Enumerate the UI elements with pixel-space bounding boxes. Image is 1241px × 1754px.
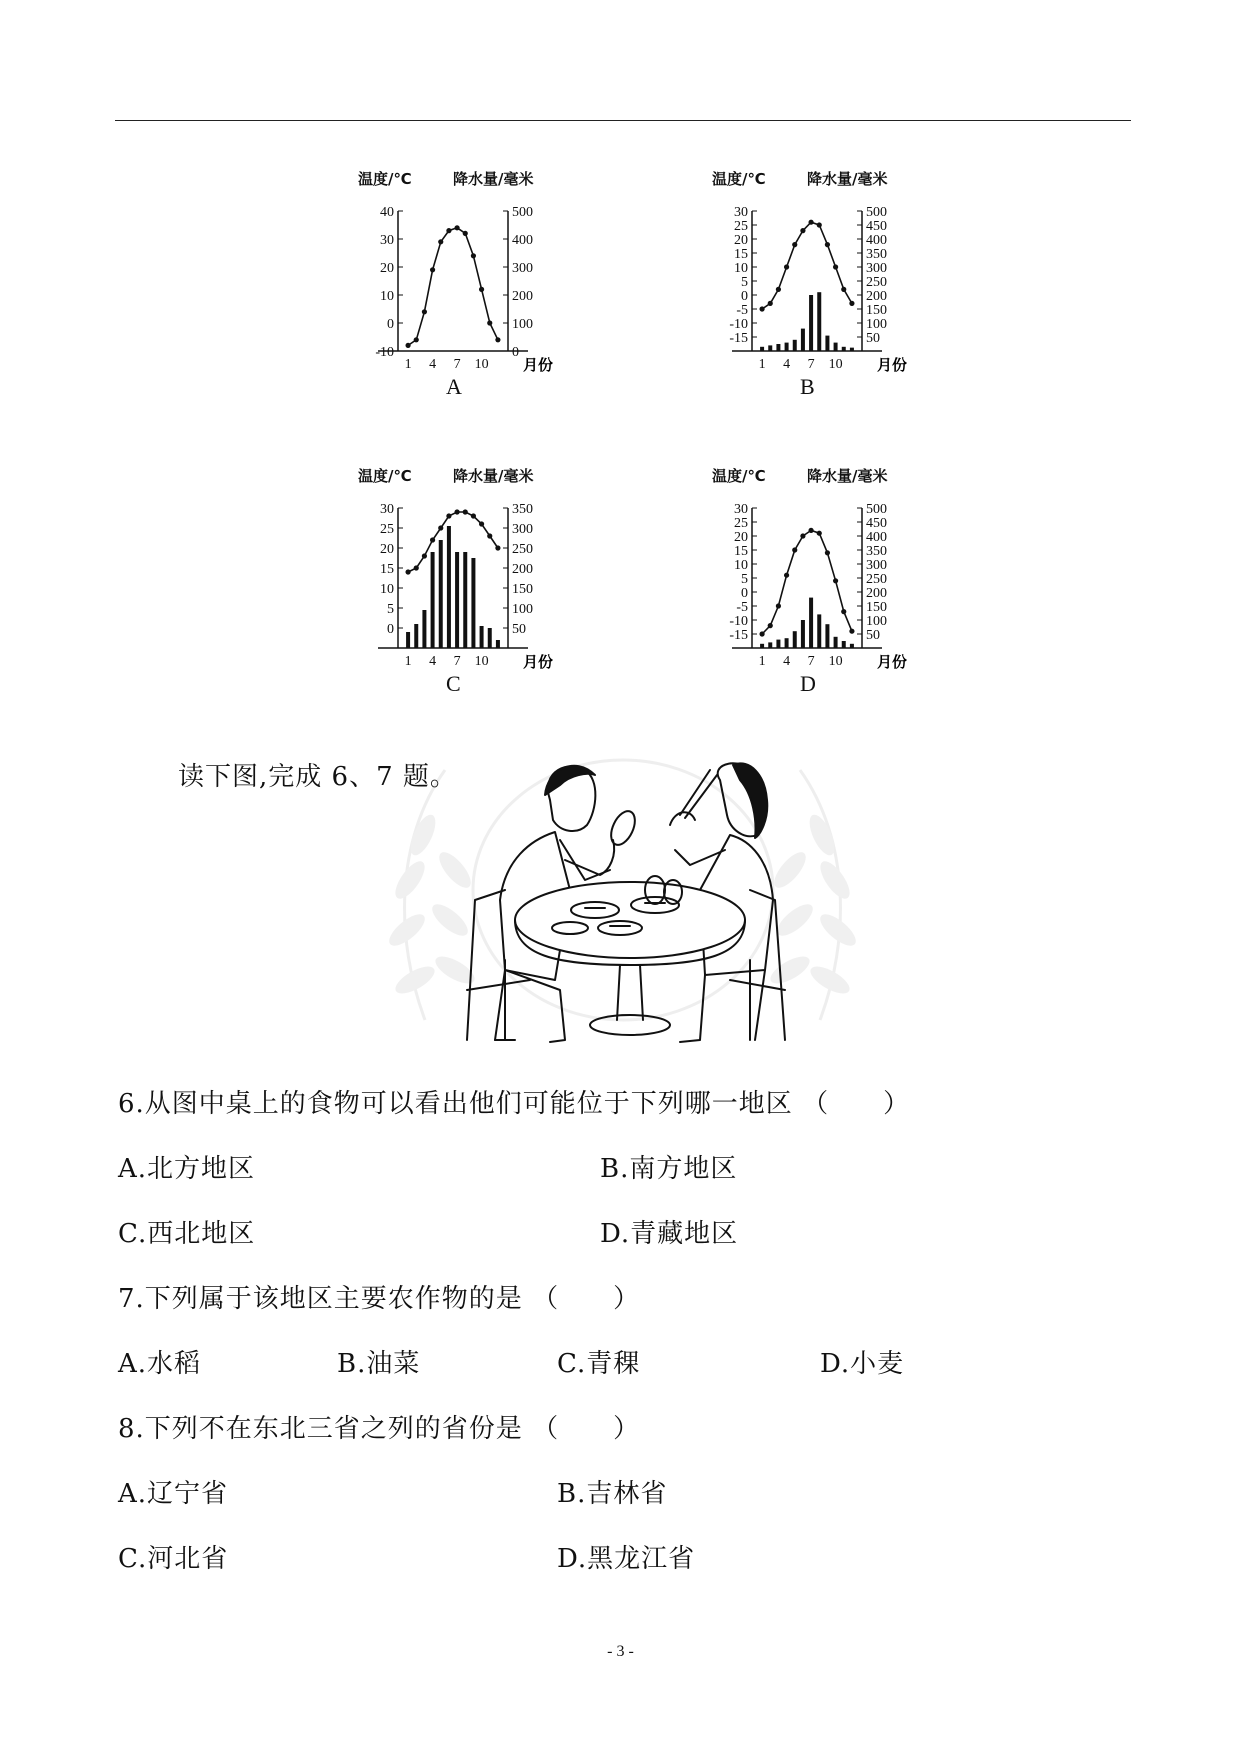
chart-c-precip-bar-8 bbox=[463, 552, 467, 648]
chart-c-temp-point-7 bbox=[454, 509, 459, 514]
chart-b-month-tick-2: 7 bbox=[807, 357, 815, 372]
chart-c-precip-label: 降水量/毫米 bbox=[453, 467, 534, 485]
chart-c-temp-tick-1: 25 bbox=[380, 522, 394, 537]
chart-d-month-tick-3: 10 bbox=[828, 654, 843, 669]
chart-b-precip-tick-7: 150 bbox=[866, 303, 887, 318]
chart-a-temp-point-2 bbox=[414, 337, 419, 342]
chart-d-temp-tick-9: -15 bbox=[729, 628, 748, 643]
chart-b-temp-point-8 bbox=[817, 222, 822, 227]
chart-b-precip-tick-2: 400 bbox=[866, 233, 887, 248]
chart-c-temp-line bbox=[408, 512, 498, 572]
chart-c-precip-bar-9 bbox=[471, 558, 475, 648]
question-6-option-d: D.青藏地区 bbox=[600, 1219, 739, 1249]
chart-b-temp-point-9 bbox=[825, 242, 830, 247]
chart-d-temp-point-10 bbox=[833, 578, 838, 583]
chart-c-month-tick-3: 10 bbox=[474, 654, 489, 669]
chart-b-precip-bar-8 bbox=[817, 292, 821, 351]
chart-a-precip-tick-5: 0 bbox=[512, 345, 519, 360]
chart-b-temp-tick-5: 5 bbox=[741, 275, 748, 290]
chart-d-precip-bar-1 bbox=[760, 644, 764, 648]
chart-d-precip-tick-4: 300 bbox=[866, 558, 887, 573]
chart-b-temp-point-1 bbox=[759, 306, 764, 311]
chart-b-temp-point-6 bbox=[800, 228, 805, 233]
chart-b-precip-tick-8: 100 bbox=[866, 317, 887, 332]
chart-a-month-tick-0: 1 bbox=[404, 357, 412, 372]
chart-b-precip-tick-3: 350 bbox=[866, 247, 887, 262]
chart-b-precip-bar-6 bbox=[801, 329, 805, 351]
question-6-option-a: A.北方地区 bbox=[118, 1154, 256, 1184]
chart-b-temp-tick-7: -5 bbox=[736, 303, 748, 318]
chart-c-precip-bar-3 bbox=[422, 610, 426, 648]
question-7-option-d: D.小麦 bbox=[820, 1349, 905, 1379]
chart-d-month-label: 月份 bbox=[876, 653, 908, 671]
chart-c-temp-point-10 bbox=[479, 521, 484, 526]
chart-a-temp-tick-0: 40 bbox=[380, 205, 394, 220]
chart-a-temp-point-7 bbox=[454, 225, 459, 230]
chart-b-temp-line bbox=[762, 222, 852, 309]
chart-d-precip-tick-6: 200 bbox=[866, 586, 887, 601]
chart-b-caption: B bbox=[800, 374, 815, 399]
header-rule bbox=[115, 120, 1131, 121]
chart-d-precip-tick-7: 150 bbox=[866, 600, 887, 615]
chart-b-temp-point-10 bbox=[833, 264, 838, 269]
chart-c-precip-bar-12 bbox=[496, 640, 500, 648]
chart-b-temp-point-7 bbox=[808, 220, 813, 225]
chart-a-temp-tick-1: 30 bbox=[380, 233, 394, 248]
climate-chart-d bbox=[712, 465, 1012, 725]
chart-b-temp-tick-3: 15 bbox=[734, 247, 748, 262]
chart-b-precip-tick-4: 300 bbox=[866, 261, 887, 276]
chart-b-temp-tick-2: 20 bbox=[734, 233, 748, 248]
chart-d-temp-tick-7: -5 bbox=[736, 600, 748, 615]
chart-a-temp-point-8 bbox=[463, 231, 468, 236]
climate-chart-b bbox=[712, 168, 1012, 428]
chart-b-precip-tick-6: 200 bbox=[866, 289, 887, 304]
chart-c-precip-bar-2 bbox=[414, 624, 418, 648]
chart-b-temp-tick-6: 0 bbox=[741, 289, 748, 304]
chart-c-temp-tick-2: 20 bbox=[380, 542, 394, 557]
chart-a-month-label: 月份 bbox=[522, 356, 554, 374]
chart-d-temp-line bbox=[762, 530, 852, 634]
chart-c-precip-tick-3: 200 bbox=[512, 562, 533, 577]
question-8-option-a: A.辽宁省 bbox=[118, 1479, 229, 1509]
chart-c-temp-point-12 bbox=[495, 545, 500, 550]
chart-d-precip-tick-8: 100 bbox=[866, 614, 887, 629]
chart-d-caption: D bbox=[800, 671, 816, 696]
chart-c-precip-bar-7 bbox=[455, 552, 459, 648]
chart-b-month-label: 月份 bbox=[876, 356, 908, 374]
chart-d-month-tick-1: 4 bbox=[783, 654, 791, 669]
chart-a-caption: A bbox=[446, 374, 462, 399]
chart-d-precip-tick-0: 500 bbox=[866, 502, 887, 517]
chart-c-precip-tick-2: 250 bbox=[512, 542, 533, 557]
chart-b-precip-bar-1 bbox=[760, 347, 764, 351]
chart-d-precip-bar-9 bbox=[825, 624, 829, 648]
chart-d-temp-point-5 bbox=[792, 547, 797, 552]
chart-c-precip-tick-1: 300 bbox=[512, 522, 533, 537]
chart-c-temp-point-2 bbox=[414, 565, 419, 570]
chart-b-precip-bar-2 bbox=[768, 345, 772, 351]
chart-a-temp-point-9 bbox=[471, 253, 476, 258]
chart-b-month-tick-1: 4 bbox=[783, 357, 791, 372]
chart-d-temp-point-3 bbox=[776, 603, 781, 608]
chart-a-temp-label: 温度/℃ bbox=[358, 170, 412, 188]
chart-a-precip-tick-2: 300 bbox=[512, 261, 533, 276]
chart-b-precip-tick-1: 450 bbox=[866, 219, 887, 234]
chart-d-precip-bar-10 bbox=[834, 637, 838, 648]
chart-b-plot bbox=[712, 186, 1012, 386]
chart-b-temp-point-12 bbox=[849, 301, 854, 306]
chart-c-month-label: 月份 bbox=[522, 653, 554, 671]
chart-a-precip-tick-4: 100 bbox=[512, 317, 533, 332]
chart-b-precip-bar-3 bbox=[776, 344, 780, 351]
chart-a-temp-tick-2: 20 bbox=[380, 261, 394, 276]
page-number: - 3 - bbox=[607, 1643, 634, 1660]
chart-d-temp-point-2 bbox=[768, 623, 773, 628]
chart-d-precip-tick-1: 450 bbox=[866, 516, 887, 531]
chart-d-month-tick-0: 1 bbox=[758, 654, 766, 669]
question-8-option-c: C.河北省 bbox=[118, 1544, 229, 1574]
chart-d-temp-label: 温度/℃ bbox=[712, 467, 766, 485]
chart-b-precip-bar-10 bbox=[834, 343, 838, 351]
chart-c-temp-point-8 bbox=[463, 509, 468, 514]
chart-b-precip-tick-5: 250 bbox=[866, 275, 887, 290]
chart-a-temp-tick-3: 10 bbox=[380, 289, 394, 304]
chart-a-temp-point-6 bbox=[446, 228, 451, 233]
chart-b-temp-label: 温度/℃ bbox=[712, 170, 766, 188]
chart-a-plot bbox=[358, 186, 658, 386]
chart-c-temp-point-6 bbox=[446, 513, 451, 518]
question-8-stem: 8.下列不在东北三省之列的省份是 （ ） bbox=[118, 1414, 641, 1444]
chart-c-temp-point-4 bbox=[430, 537, 435, 542]
chart-d-temp-point-4 bbox=[784, 573, 789, 578]
chart-d-precip-bar-2 bbox=[768, 642, 772, 648]
chart-a-temp-tick-5: -10 bbox=[375, 345, 394, 360]
chart-c-month-tick-0: 1 bbox=[404, 654, 412, 669]
chart-d-precip-bar-11 bbox=[842, 641, 846, 648]
chart-a-temp-point-10 bbox=[479, 287, 484, 292]
chart-d-temp-point-7 bbox=[808, 528, 813, 533]
question-7-option-c: C.青稞 bbox=[557, 1349, 641, 1379]
chart-c-temp-point-1 bbox=[405, 569, 410, 574]
chart-b-temp-point-4 bbox=[784, 264, 789, 269]
chart-c-month-tick-2: 7 bbox=[453, 654, 461, 669]
chart-c-temp-label: 温度/℃ bbox=[358, 467, 412, 485]
chart-c-temp-tick-5: 5 bbox=[387, 602, 394, 617]
chart-d-temp-tick-4: 10 bbox=[734, 558, 748, 573]
chart-d-precip-bar-8 bbox=[817, 614, 821, 648]
chart-d-temp-point-6 bbox=[800, 533, 805, 538]
chart-c-temp-tick-0: 30 bbox=[380, 502, 394, 517]
chart-d-precip-bar-12 bbox=[850, 644, 854, 648]
chart-d-precip-bar-4 bbox=[785, 638, 789, 648]
chart-c-precip-bar-4 bbox=[431, 552, 435, 648]
chart-c-temp-point-11 bbox=[487, 533, 492, 538]
chart-c-temp-point-5 bbox=[438, 525, 443, 530]
question-6-option-b: B.南方地区 bbox=[600, 1154, 738, 1184]
chart-d-precip-bar-3 bbox=[776, 640, 780, 648]
chart-a-temp-point-3 bbox=[422, 309, 427, 314]
chart-d-precip-label: 降水量/毫米 bbox=[807, 467, 888, 485]
chart-a-temp-line bbox=[408, 228, 498, 346]
chart-b-temp-point-2 bbox=[768, 301, 773, 306]
chart-b-month-tick-3: 10 bbox=[828, 357, 843, 372]
chart-c-temp-tick-4: 10 bbox=[380, 582, 394, 597]
chart-d-temp-point-8 bbox=[817, 531, 822, 536]
chart-a-month-tick-3: 10 bbox=[474, 357, 489, 372]
question-7-option-a: A.水稻 bbox=[118, 1349, 202, 1379]
chart-a-temp-tick-4: 0 bbox=[387, 317, 394, 332]
chart-d-precip-tick-3: 350 bbox=[866, 544, 887, 559]
chart-a-month-tick-2: 7 bbox=[453, 357, 461, 372]
chart-c-precip-bar-10 bbox=[480, 626, 484, 648]
chart-d-precip-tick-2: 400 bbox=[866, 530, 887, 545]
chart-b-precip-bar-11 bbox=[842, 347, 846, 351]
chart-c-precip-bar-5 bbox=[439, 540, 443, 648]
chart-c-precip-tick-4: 150 bbox=[512, 582, 533, 597]
chart-b-precip-tick-0: 500 bbox=[866, 205, 887, 220]
chart-c-temp-tick-3: 15 bbox=[380, 562, 394, 577]
chart-a-precip-label: 降水量/毫米 bbox=[453, 170, 534, 188]
chart-b-precip-bar-4 bbox=[785, 343, 789, 351]
chart-d-temp-tick-8: -10 bbox=[729, 614, 748, 629]
chart-c-precip-bar-6 bbox=[447, 526, 451, 648]
chart-a-temp-point-4 bbox=[430, 267, 435, 272]
chart-a-temp-point-5 bbox=[438, 239, 443, 244]
chart-b-precip-tick-9: 50 bbox=[866, 331, 880, 346]
chart-c-precip-bar-11 bbox=[488, 628, 492, 648]
chart-c-temp-point-9 bbox=[471, 513, 476, 518]
chart-c-precip-bar-1 bbox=[406, 632, 410, 648]
chart-d-month-tick-2: 7 bbox=[807, 654, 815, 669]
chart-b-temp-tick-8: -10 bbox=[729, 317, 748, 332]
chart-b-temp-point-11 bbox=[841, 287, 846, 292]
chart-b-precip-bar-7 bbox=[809, 295, 813, 351]
question-8-option-d: D.黑龙江省 bbox=[557, 1544, 696, 1574]
chart-a-temp-point-12 bbox=[495, 337, 500, 342]
chart-d-precip-bar-5 bbox=[793, 631, 797, 648]
chart-a-month-tick-1: 4 bbox=[429, 357, 437, 372]
chart-d-temp-point-11 bbox=[841, 609, 846, 614]
climate-chart-a bbox=[358, 168, 658, 428]
chart-c-precip-tick-6: 50 bbox=[512, 622, 526, 637]
chart-d-temp-tick-3: 15 bbox=[734, 544, 748, 559]
question-7-option-b: B.油菜 bbox=[337, 1349, 421, 1379]
chart-a-precip-tick-1: 400 bbox=[512, 233, 533, 248]
chart-b-temp-tick-9: -15 bbox=[729, 331, 748, 346]
chart-a-temp-point-1 bbox=[405, 343, 410, 348]
chart-d-precip-tick-9: 50 bbox=[866, 628, 880, 643]
chart-d-temp-tick-6: 0 bbox=[741, 586, 748, 601]
chart-b-temp-tick-1: 25 bbox=[734, 219, 748, 234]
dining-illustration bbox=[355, 740, 890, 1050]
chart-d-temp-point-12 bbox=[849, 629, 854, 634]
question-8-option-b: B.吉林省 bbox=[557, 1479, 668, 1509]
chart-d-temp-tick-2: 20 bbox=[734, 530, 748, 545]
reading-instruction: 读下图,完成 6、7 题。 bbox=[178, 762, 457, 792]
chart-c-month-tick-1: 4 bbox=[429, 654, 437, 669]
chart-b-temp-tick-4: 10 bbox=[734, 261, 748, 276]
chart-d-plot bbox=[712, 483, 1012, 683]
chart-a-temp-point-11 bbox=[487, 320, 492, 325]
chart-c-temp-tick-6: 0 bbox=[387, 622, 394, 637]
climate-chart-c bbox=[358, 465, 658, 725]
chart-c-plot bbox=[358, 483, 658, 683]
chart-d-precip-bar-6 bbox=[801, 620, 805, 648]
question-7-stem: 7.下列属于该地区主要农作物的是 （ ） bbox=[118, 1284, 641, 1314]
chart-d-temp-point-9 bbox=[825, 550, 830, 555]
chart-b-month-tick-0: 1 bbox=[758, 357, 766, 372]
chart-c-precip-tick-0: 350 bbox=[512, 502, 533, 517]
chart-a-precip-tick-3: 200 bbox=[512, 289, 533, 304]
chart-b-precip-bar-5 bbox=[793, 340, 797, 351]
chart-d-temp-tick-1: 25 bbox=[734, 516, 748, 531]
chart-d-temp-tick-0: 30 bbox=[734, 502, 748, 517]
chart-d-precip-bar-7 bbox=[809, 598, 813, 648]
chart-b-temp-point-3 bbox=[776, 287, 781, 292]
chart-b-temp-tick-0: 30 bbox=[734, 205, 748, 220]
chart-d-temp-tick-5: 5 bbox=[741, 572, 748, 587]
chart-c-caption: C bbox=[446, 671, 461, 696]
chart-b-precip-label: 降水量/毫米 bbox=[807, 170, 888, 188]
question-6-option-c: C.西北地区 bbox=[118, 1219, 256, 1249]
chart-d-temp-point-1 bbox=[759, 631, 764, 636]
chart-b-temp-point-5 bbox=[792, 242, 797, 247]
chart-c-precip-tick-5: 100 bbox=[512, 602, 533, 617]
question-6-stem: 6.从图中桌上的食物可以看出他们可能位于下列哪一地区 （ ） bbox=[118, 1089, 911, 1119]
chart-b-precip-bar-9 bbox=[825, 336, 829, 351]
chart-d-precip-tick-5: 250 bbox=[866, 572, 887, 587]
chart-b-precip-bar-12 bbox=[850, 348, 854, 351]
chart-c-temp-point-3 bbox=[422, 553, 427, 558]
chart-a-precip-tick-0: 500 bbox=[512, 205, 533, 220]
